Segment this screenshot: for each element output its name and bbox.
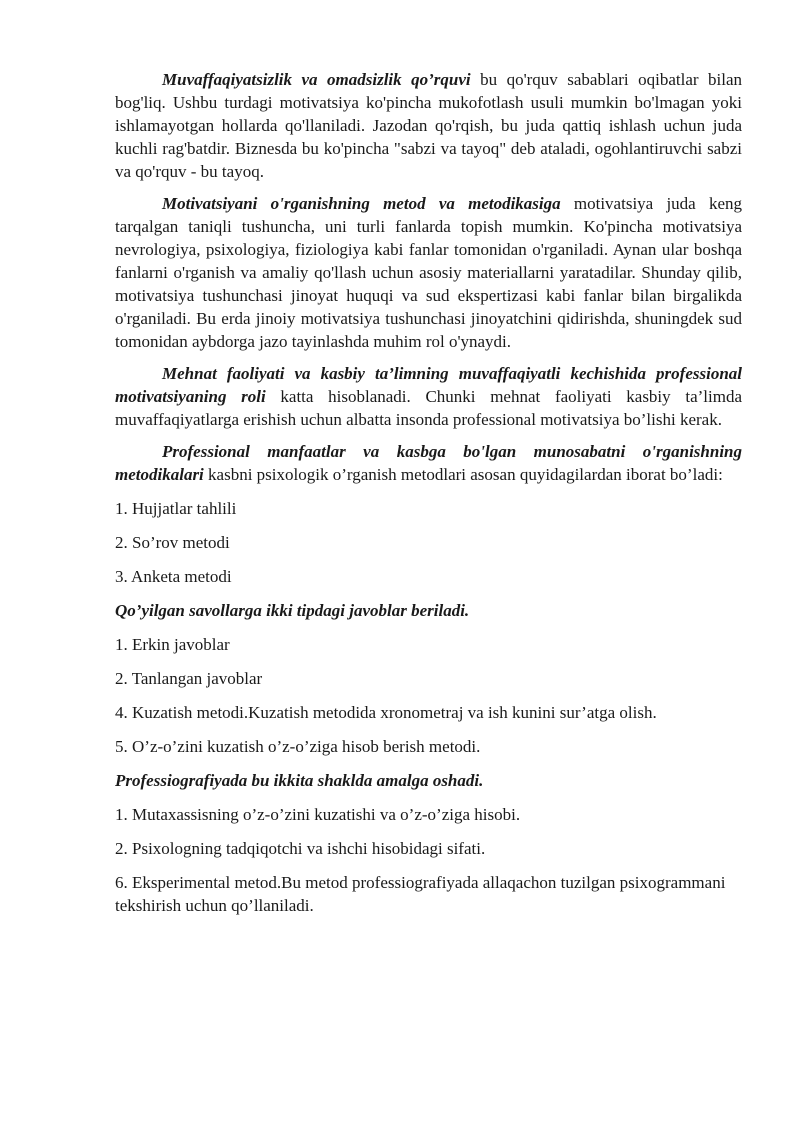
- paragraph-lead: Professional manfaatlar va kasbga bo'lgan munosabatni o'rganishning metodikalari: [115, 442, 742, 484]
- list-item-psychologist-quality: 2. Psixologning tadqiqotchi va ishchi hisobidagi sifati.: [115, 839, 486, 858]
- paragraph-text: kasbni psixologik o’rganish metodlari asosan quyidagilardan iborat bo’ladi:: [203, 465, 723, 484]
- paragraph-text: motivatsiya juda keng tarqalgan taniqli tushuncha, uni turli fanlarda topish mumkin. Ko'pincha motivatsiya nevrologiya, psixologiya, fiziologiya kabi fanlar tomonidan o'rganiladi. Aynan ular boshqa fanlarni o'rganish va amaliy qo'llash uchun asosiy materiallarni yaratadilar. Shunday qilib, motivatsiya tushunchasi jinoyat huquqi va sud ekspertizasi kabi fanlar bilan birgalikda o'rganiladi. Bu erda jinoiy motivatsiya tushunchasi jinoyatchini qidirishda, shuningdek sud tomonidan aybdorga jazo tayinlashda muhim rol o'ynaydi.: [115, 194, 743, 351]
- paragraph-fear-of-failure: [115, 68, 742, 183]
- paragraph-lead: Muvaffaqiyatsizlik va omadsizlik qo’rquvi: [162, 70, 471, 89]
- document-page: [115, 68, 742, 928]
- paragraph-text: bu qo'rquv sabablari oqibatlar bilan bog'liq. Ushbu turdagi motivatsiya ko'pincha mukofotlash usuli mumkin bo'lmagan yoki ishlamayotgan hollarda qo'llaniladi. Jazodan qo'rqish, bu juda qattiq ishlash uchun juda kuchli rag'batdir. Biznesda bu ko'pincha "sabzi va tayoq" deb ataladi, ogohlantiruvchi sabzi va qo'rquv - bu tayoq.: [115, 70, 742, 181]
- paragraph-professional-interests-methods: [115, 440, 742, 486]
- heading-answer-types: Qo’yilgan savollarga ikki tipdagi javoblar beriladi.: [115, 601, 470, 620]
- list-item-observation-method: 4. Kuzatish metodi.Kuzatish metodida xronometraj va ish kunini sur’atga olish.: [115, 703, 657, 722]
- paragraph-lead: Motivatsiyani o'rganishning metod va metodikasiga: [162, 194, 561, 213]
- paragraph-motivation-methods: [115, 192, 742, 353]
- list-item-selected-answers: 2. Tanlangan javoblar: [115, 669, 263, 688]
- paragraph-lead: Mehnat faoliyati va kasbiy ta’limning muvaffaqiyatli kechishida professional motivatsiyaning roli: [115, 364, 742, 406]
- paragraph-professional-motivation-role: [115, 362, 742, 431]
- list-item-questionnaire-method: 3. Anketa metodi: [115, 567, 232, 586]
- list-item-experimental-method: 6. Eksperimental metod.Bu metod professiografiyada allaqachon tuzilgan psixogrammani tekshirish uchun qo’llaniladi.: [115, 873, 726, 915]
- list-item-free-answers: 1. Erkin javoblar: [115, 635, 230, 654]
- list-item-self-observation-method: 5. O’z-o’zini kuzatish o’z-o’ziga hisob berish metodi.: [115, 737, 481, 756]
- paragraph-text: katta hisoblanadi. Chunki mehnat faoliyati kasbiy ta’limda muvaffaqiyatlarga erishish uchun albatta insonda professional motivatsiya bo’lishi kerak.: [115, 387, 742, 429]
- list-item-documents-analysis: 1. Hujjatlar tahlili: [115, 499, 237, 518]
- list-item-survey-method: 2. So’rov metodi: [115, 533, 230, 552]
- list-item-specialist-self-observation: 1. Mutaxassisning o’z-o’zini kuzatishi va o’z-o’ziga hisobi.: [115, 805, 521, 824]
- heading-professiography-forms: Professiografiyada bu ikkita shaklda amalga oshadi.: [115, 771, 484, 790]
